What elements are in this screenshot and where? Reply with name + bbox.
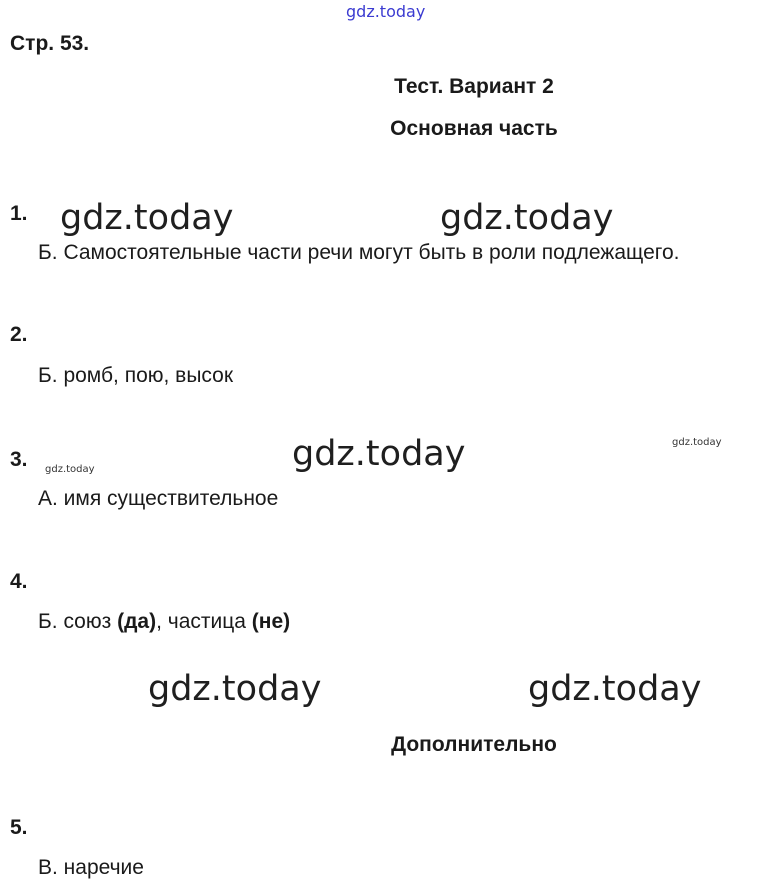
extra-section-heading: Дополнительно <box>391 733 557 756</box>
answer-4-middle: , частица <box>156 610 252 633</box>
test-title: Тест. Вариант 2 <box>394 75 554 98</box>
answer-1: Б. Самостоятельные части речи могут быть в роли подлежащего. <box>38 241 680 264</box>
question-number-4: 4. <box>10 570 28 593</box>
watermark: gdz.today <box>528 669 702 709</box>
question-number-1: 1. <box>10 202 28 225</box>
watermark-top: gdz.today <box>346 2 426 21</box>
answer-3: А. имя существительное <box>38 487 279 510</box>
question-number-3: 3. <box>10 448 28 471</box>
answer-4 <box>38 610 290 634</box>
watermark-small: gdz.today <box>45 464 95 475</box>
answer-4-bold-ne: (не) <box>251 610 291 633</box>
question-number-5: 5. <box>10 816 28 839</box>
page-reference: Стр. 53. <box>10 32 90 55</box>
watermark: gdz.today <box>440 198 614 238</box>
answer-2: Б. ромб, пою, высок <box>38 364 234 387</box>
watermark: gdz.today <box>60 198 234 238</box>
question-number-2: 2. <box>10 323 28 346</box>
answer-4-prefix: Б. союз <box>38 610 118 633</box>
main-section-heading: Основная часть <box>390 117 558 140</box>
answer-5: В. наречие <box>38 856 144 879</box>
watermark: gdz.today <box>148 669 322 709</box>
answer-4-bold-da: (да) <box>117 610 157 633</box>
watermark: gdz.today <box>292 434 466 474</box>
watermark-small: gdz.today <box>672 437 722 448</box>
